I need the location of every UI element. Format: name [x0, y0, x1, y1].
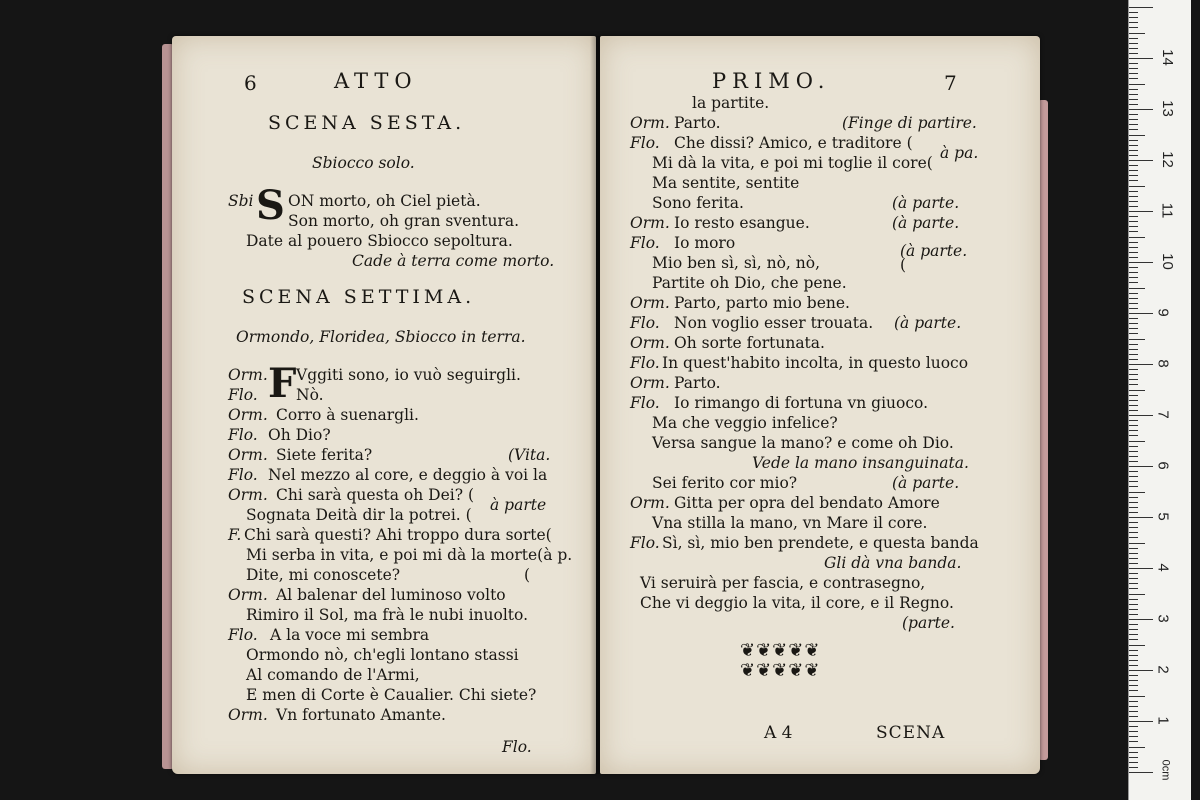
ruler-tick — [1129, 721, 1153, 722]
ruler-unit-label: 0cm — [1159, 759, 1172, 781]
ruler-tick — [1129, 89, 1138, 90]
ruler-tick — [1129, 532, 1138, 533]
stage-direction: Cade à terra come morto. — [352, 252, 555, 270]
verse-line: Sì, sì, mio ben prendete, e questa banda — [662, 534, 979, 552]
aside-mark: à parte — [490, 496, 547, 514]
ruler-tick — [1129, 410, 1138, 411]
ruler-tick — [1129, 604, 1138, 605]
ruler-tick — [1129, 614, 1138, 615]
drop-cap: F — [268, 360, 297, 407]
verse-line: Al comando de l'Armi, — [246, 666, 420, 684]
ruler-tick — [1129, 619, 1153, 620]
speaker-label: Orm. — [630, 374, 670, 392]
speaker-label: Flo. — [228, 426, 258, 444]
ruler-tick — [1129, 420, 1138, 421]
ruler-tick — [1129, 129, 1138, 130]
speaker-label: Flo. — [228, 466, 258, 484]
ruler-number: 14 — [1158, 49, 1176, 66]
verse-line: Ormondo nò, ch'egli lontano stassi — [246, 646, 519, 664]
verse-line: Chi sarà questa oh Dei? ( — [276, 486, 475, 504]
verse-line: Sognata Deità dir la potrei. ( — [246, 506, 472, 524]
stage-direction: Gli dà vna banda. — [824, 554, 962, 572]
ruler-tick — [1129, 206, 1138, 207]
ruler-tick — [1129, 486, 1138, 487]
ruler-number: 4 — [1154, 563, 1172, 572]
verse-line: Oh sorte fortunata. — [674, 334, 825, 352]
ruler-tick — [1129, 741, 1138, 742]
ruler-tick — [1129, 12, 1138, 13]
verse-line: Versa sangue la mano? e come oh Dio. — [652, 434, 954, 452]
ruler-tick — [1129, 124, 1138, 125]
ruler-tick — [1129, 502, 1138, 503]
ruler-tick — [1129, 696, 1145, 697]
ruler-tick — [1129, 558, 1138, 559]
scene-characters-2: Ormondo, Floridea, Sbiocco in terra. — [236, 328, 526, 346]
speaker-label: Orm. — [228, 486, 268, 504]
ruler-tick — [1129, 308, 1138, 309]
ruler-tick — [1129, 231, 1138, 232]
ruler-tick — [1129, 767, 1138, 768]
verse-line: Siete ferita? — [276, 446, 373, 464]
ruler-tick — [1129, 359, 1138, 360]
verse-line: Nò. — [296, 386, 324, 404]
verse-line: Dite, mi conoscete? — [246, 566, 401, 584]
verse-line: Corro à suenargli. — [276, 406, 419, 424]
scene-characters: Sbiocco solo. — [312, 154, 415, 172]
speaker-label: Orm. — [228, 446, 268, 464]
speaker-label: Flo. — [630, 134, 660, 152]
verse-line: Ma sentite, sentite — [652, 174, 800, 192]
measuring-ruler — [1128, 0, 1191, 800]
ruler-tick — [1129, 747, 1145, 748]
ruler-tick — [1129, 318, 1138, 319]
drop-cap: S — [256, 182, 285, 229]
ruler-tick — [1129, 288, 1145, 289]
verse-line: Oh Dio? — [268, 426, 331, 444]
ruler-tick — [1129, 471, 1138, 472]
ruler-tick — [1129, 379, 1138, 380]
ruler-tick — [1129, 48, 1138, 49]
ruler-tick — [1129, 757, 1138, 758]
ruler-tick — [1129, 201, 1138, 202]
verse-line: Son morto, oh gran sventura. — [288, 212, 520, 230]
ruler-tick — [1129, 645, 1145, 646]
ruler-tick — [1129, 415, 1153, 416]
speaker-label: Flo. — [630, 394, 660, 412]
ruler-tick — [1129, 634, 1138, 635]
verse-line: Mi serba in vita, e poi mi dà la morte(à p. — [246, 546, 573, 564]
speaker-label: Orm. — [228, 586, 268, 604]
verse-line: Vi seruirà per fascia, e contrasegno, — [640, 574, 926, 592]
ruler-tick — [1129, 405, 1138, 406]
ruler-tick — [1129, 191, 1138, 192]
aside-mark: ( — [524, 566, 531, 584]
ruler-tick — [1129, 665, 1138, 666]
verse-line: ON morto, oh Ciel pietà. — [288, 192, 481, 210]
ruler-number: 8 — [1154, 359, 1172, 368]
verse-line: Partite oh Dio, che pene. — [652, 274, 847, 292]
ruler-tick — [1129, 22, 1138, 23]
ruler-tick — [1129, 594, 1145, 595]
ruler-tick — [1129, 578, 1138, 579]
running-header-right: PRIMO. — [712, 69, 831, 93]
ruler-tick — [1129, 548, 1138, 549]
ruler-tick — [1129, 119, 1138, 120]
verse-line: Che dissi? Amico, e traditore ( — [674, 134, 913, 152]
ruler-tick — [1129, 63, 1138, 64]
ruler-tick — [1129, 543, 1145, 544]
verse-line: Rimiro il Sol, ma frà le nubi inuolto. — [246, 606, 528, 624]
verse-line: Chi sarà questi? Ahi troppo dura sorte( — [244, 526, 552, 544]
speaker-label: Orm. — [630, 334, 670, 352]
ruler-tick — [1129, 114, 1138, 115]
verse-line: Mi dà la vita, e poi mi toglie il core( — [652, 154, 933, 172]
ruler-number: 3 — [1154, 614, 1172, 623]
ruler-tick — [1129, 685, 1138, 686]
stage-direction: (à parte. — [900, 242, 968, 260]
ruler-tick — [1129, 237, 1145, 238]
ruler-tick — [1129, 441, 1145, 442]
ruler-tick — [1129, 272, 1138, 273]
ruler-tick — [1129, 701, 1138, 702]
speaker-label: Flo. — [630, 234, 660, 252]
ruler-tick — [1129, 17, 1138, 18]
ruler-tick — [1129, 252, 1138, 253]
verse-line: Io resto esangue. — [674, 214, 810, 232]
ruler-tick — [1129, 481, 1138, 482]
ruler-tick — [1129, 170, 1138, 171]
speaker-label: Flo. — [228, 626, 258, 644]
ruler-tick — [1129, 165, 1138, 166]
ruler-tick — [1129, 639, 1138, 640]
ruler-tick — [1129, 369, 1138, 370]
ruler-tick — [1129, 349, 1138, 350]
ruler-tick — [1129, 99, 1138, 100]
stage-direction: (parte. — [902, 614, 955, 632]
ruler-number: 13 — [1158, 100, 1176, 117]
verse-line: Nel mezzo al core, e deggio à voi la — [268, 466, 548, 484]
ruler-tick — [1129, 711, 1138, 712]
verse-line: la partite. — [692, 94, 770, 112]
ruler-tick — [1129, 568, 1153, 569]
ruler-tick — [1129, 512, 1138, 513]
verse-line: Sei ferito cor mio? — [652, 474, 798, 492]
ruler-tick — [1129, 257, 1138, 258]
ruler-tick — [1129, 68, 1138, 69]
ruler-tick — [1129, 303, 1138, 304]
printer-ornament-top: ❦❦❦❦❦ — [740, 640, 821, 661]
ruler-tick — [1129, 282, 1138, 283]
ruler-tick — [1129, 226, 1138, 227]
ruler-tick — [1129, 150, 1138, 151]
ruler-tick — [1129, 58, 1153, 59]
right-page — [600, 36, 1040, 774]
ruler-tick — [1129, 78, 1138, 79]
ruler-tick — [1129, 277, 1138, 278]
stage-direction: (à parte. — [892, 194, 960, 212]
aside-mark: à pa. — [940, 144, 979, 162]
ruler-tick — [1129, 390, 1145, 391]
ruler-tick — [1129, 736, 1138, 737]
verse-line: Ma che veggio infelice? — [652, 414, 838, 432]
speaker-label: F. — [228, 526, 242, 544]
ruler-tick — [1129, 599, 1138, 600]
ruler-tick — [1129, 374, 1138, 375]
ruler-tick — [1129, 293, 1138, 294]
left-page — [172, 36, 596, 774]
ruler-tick — [1129, 247, 1138, 248]
ruler-tick — [1129, 333, 1138, 334]
ruler-tick — [1129, 716, 1138, 717]
speaker-label: Orm. — [630, 294, 670, 312]
ruler-tick — [1129, 588, 1138, 589]
verse-line: Io rimango di fortuna vn giuoco. — [674, 394, 929, 412]
ruler-tick — [1129, 461, 1138, 462]
verse-line: Date al pouero Sbiocco sepoltura. — [246, 232, 513, 250]
ruler-tick — [1129, 242, 1138, 243]
ruler-tick — [1129, 430, 1138, 431]
ruler-tick — [1129, 180, 1138, 181]
ruler-tick — [1129, 175, 1138, 176]
ruler-tick — [1129, 38, 1138, 39]
ruler-tick — [1129, 216, 1138, 217]
ruler-tick — [1129, 537, 1138, 538]
ruler-tick — [1129, 517, 1153, 518]
ruler-tick — [1129, 497, 1138, 498]
ruler-tick — [1129, 466, 1153, 467]
page-number-right: 7 — [944, 71, 957, 95]
ruler-tick — [1129, 155, 1138, 156]
ruler-tick — [1129, 145, 1138, 146]
speaker-label: Orm. — [228, 406, 268, 424]
ruler-tick — [1129, 27, 1138, 28]
ruler-tick — [1129, 313, 1153, 314]
catchword-right: SCENA — [876, 723, 946, 743]
verse-line: Mio ben sì, sì, nò, nò, — [652, 254, 821, 272]
verse-line: Sono ferita. — [652, 194, 744, 212]
ruler-tick — [1129, 752, 1138, 753]
ruler-tick — [1129, 476, 1138, 477]
page-number-left: 6 — [244, 71, 257, 95]
verse-line: Io moro — [674, 234, 736, 252]
ruler-tick — [1129, 435, 1138, 436]
ruler-tick — [1129, 262, 1153, 263]
signature-mark: A 4 — [764, 723, 793, 743]
ruler-tick — [1129, 573, 1138, 574]
printer-ornament-bottom: ❦❦❦❦❦ — [740, 660, 821, 681]
ruler-tick — [1129, 731, 1138, 732]
ruler-tick — [1129, 690, 1138, 691]
ruler-tick — [1129, 298, 1138, 299]
verse-line: Parto. — [674, 374, 721, 392]
ruler-tick — [1129, 339, 1145, 340]
ruler-tick — [1129, 84, 1145, 85]
catchword-left: Flo. — [502, 738, 532, 756]
speaker-label: Orm. — [630, 214, 670, 232]
ruler-tick — [1129, 522, 1138, 523]
running-header-left: ATTO — [334, 69, 418, 93]
scene-title-2: SCENA SETTIMA. — [242, 286, 476, 308]
stage-direction: (à parte. — [894, 314, 962, 332]
ruler-tick — [1129, 451, 1138, 452]
ruler-tick — [1129, 446, 1138, 447]
ruler-tick — [1129, 109, 1153, 110]
ruler-number: 7 — [1154, 410, 1172, 419]
ruler-tick — [1129, 94, 1138, 95]
verse-line: Vggiti sono, io vuò seguirgli. — [296, 366, 521, 384]
verse-line: E men di Corte è Caualier. Chi siete? — [246, 686, 537, 704]
ruler-tick — [1129, 135, 1145, 136]
ruler-tick — [1129, 186, 1145, 187]
ruler-tick — [1129, 400, 1138, 401]
ruler-number: 2 — [1154, 665, 1172, 674]
ruler-tick — [1129, 33, 1145, 34]
speaker-label: Flo. — [630, 314, 660, 332]
aside-mark: ( — [900, 256, 907, 274]
ruler-tick — [1129, 680, 1138, 681]
ruler-tick — [1129, 655, 1138, 656]
stage-direction: Vede la mano insanguinata. — [752, 454, 969, 472]
ruler-tick — [1129, 492, 1145, 493]
ruler-number: 9 — [1154, 308, 1172, 317]
speaker-label: Orm. — [630, 494, 670, 512]
speaker-label: Flo. — [630, 534, 660, 552]
ruler-tick — [1129, 772, 1153, 773]
ruler-number: 6 — [1154, 461, 1172, 470]
ruler-number: 12 — [1158, 151, 1176, 168]
ruler-tick — [1129, 395, 1138, 396]
speaker-label: Orm. — [630, 114, 670, 132]
verse-line: A la voce mi sembra — [270, 626, 430, 644]
ruler-tick — [1129, 563, 1138, 564]
ruler-number: 1 — [1154, 716, 1172, 725]
ruler-tick — [1129, 364, 1153, 365]
ruler-tick — [1129, 675, 1138, 676]
speaker-label: Sbi — [228, 192, 254, 210]
stage-direction: (Finge di partire. — [842, 114, 977, 132]
ruler-tick — [1129, 344, 1138, 345]
ruler-tick — [1129, 211, 1153, 212]
ruler-number: 10 — [1158, 253, 1176, 270]
ruler-tick — [1129, 104, 1138, 105]
ruler-tick — [1129, 650, 1138, 651]
verse-line: In quest'habito incolta, in questo luoco — [662, 354, 969, 372]
ruler-tick — [1129, 140, 1138, 141]
aside-mark: (Vita. — [508, 446, 551, 464]
ruler-tick — [1129, 73, 1138, 74]
ruler-tick — [1129, 583, 1138, 584]
scene-title: SCENA SESTA. — [268, 112, 466, 134]
verse-line: Che vi deggio la vita, il core, e il Regno. — [640, 594, 954, 612]
ruler-number: 5 — [1154, 512, 1172, 521]
stage-direction: (à parte. — [892, 214, 960, 232]
ruler-tick — [1129, 629, 1138, 630]
ruler-tick — [1129, 53, 1138, 54]
ruler-tick — [1129, 660, 1138, 661]
ruler-tick — [1129, 762, 1138, 763]
verse-line: Parto. — [674, 114, 721, 132]
verse-line: Parto, parto mio bene. — [674, 294, 850, 312]
verse-line: Al balenar del luminoso volto — [276, 586, 506, 604]
ruler-tick — [1129, 384, 1138, 385]
ruler-tick — [1129, 706, 1138, 707]
ruler-tick — [1129, 323, 1138, 324]
speaker-label: Orm. — [228, 706, 268, 724]
verse-line: Vn fortunato Amante. — [276, 706, 446, 724]
ruler-tick — [1129, 43, 1138, 44]
ruler-tick — [1129, 7, 1153, 8]
verse-line: Gitta per opra del bendato Amore — [674, 494, 940, 512]
ruler-tick — [1129, 456, 1138, 457]
ruler-tick — [1129, 354, 1138, 355]
speaker-label: Flo. — [630, 354, 660, 372]
speaker-label: Orm. — [228, 366, 268, 384]
speaker-label: Flo. — [228, 386, 258, 404]
ruler-tick — [1129, 267, 1138, 268]
ruler-tick — [1129, 624, 1138, 625]
verse-line: Vna stilla la mano, vn Mare il core. — [652, 514, 928, 532]
ruler-tick — [1129, 221, 1138, 222]
ruler-tick — [1129, 527, 1138, 528]
verse-line: Non voglio esser trouata. — [674, 314, 874, 332]
ruler-tick — [1129, 726, 1138, 727]
ruler-tick — [1129, 609, 1138, 610]
ruler-tick — [1129, 670, 1153, 671]
ruler-tick — [1129, 553, 1138, 554]
ruler-tick — [1129, 160, 1153, 161]
ruler-number: 11 — [1158, 202, 1176, 219]
ruler-tick — [1129, 425, 1138, 426]
stage-direction: (à parte. — [892, 474, 960, 492]
ruler-tick — [1129, 196, 1138, 197]
ruler-tick — [1129, 328, 1138, 329]
ruler-tick — [1129, 507, 1138, 508]
